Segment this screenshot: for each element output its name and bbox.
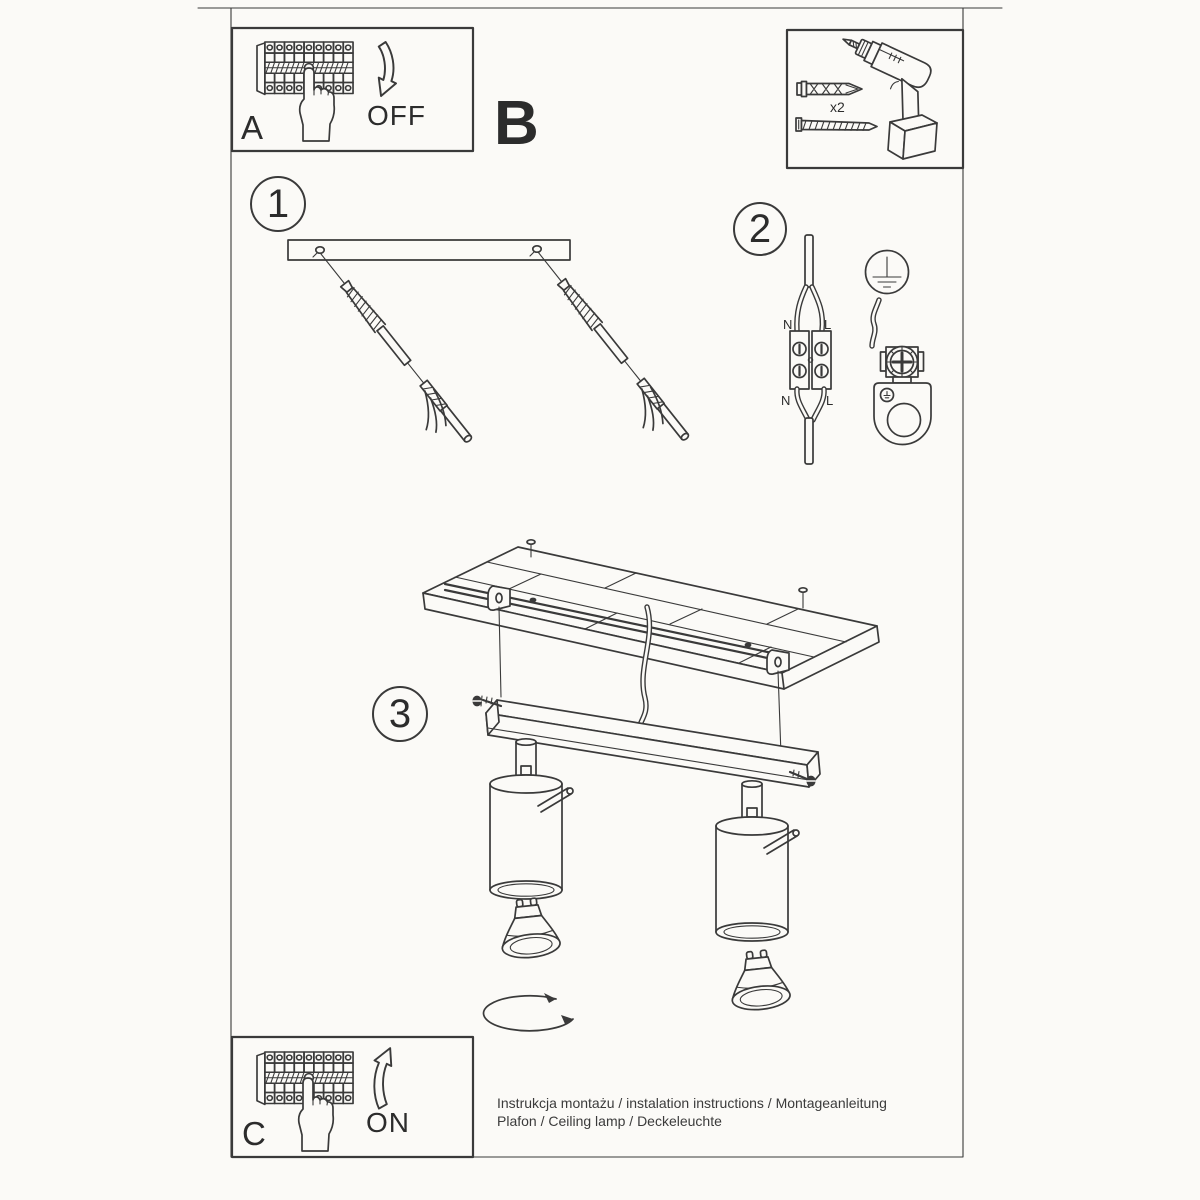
wire-label-l-bottom: L <box>826 393 834 408</box>
footer-caption-line2: Plafon / Ceiling lamp / Deckeleuchte <box>497 1112 722 1129</box>
earth-ground-symbol-icon <box>866 251 909 294</box>
step-3-badge <box>372 686 428 742</box>
power-cable-icon <box>797 389 824 464</box>
panel-a-illustration <box>232 28 473 151</box>
tools-box-illustration <box>787 27 963 168</box>
on-label: ON <box>366 1107 410 1138</box>
spotlight-cylinder-icon <box>490 739 573 899</box>
step-3-diagram <box>423 540 879 1031</box>
ground-wire-icon <box>872 300 879 346</box>
mounting-bar-icon <box>288 240 570 260</box>
step-2-diagram <box>790 235 931 464</box>
step-2-number: 2 <box>748 206 772 251</box>
gu10-bulb-icon <box>497 896 561 960</box>
step-1-badge <box>250 176 306 232</box>
panel-a-label: A <box>241 109 264 146</box>
panel-c-illustration <box>232 1037 473 1157</box>
step-1-number: 1 <box>266 181 290 226</box>
footer-caption-line1: Instrukcja montażu / instalation instructions / Montageanleitung <box>497 1095 887 1111</box>
pointing-hand-icon <box>300 68 335 141</box>
wire-label-n-bottom: N <box>781 393 791 408</box>
off-label: OFF <box>367 100 426 131</box>
step-2-badge <box>733 202 787 256</box>
screw-and-wall-plug-icon <box>517 248 692 456</box>
ground-terminal-icon <box>874 347 931 445</box>
wall-plug-icon <box>797 82 862 97</box>
footer-caption <box>497 1095 887 1130</box>
section-b-label: B <box>494 89 539 158</box>
step-3-number: 3 <box>388 691 412 736</box>
quantity-label: x2 <box>830 99 845 115</box>
pointing-hand-icon <box>299 1078 334 1151</box>
spotlight-cylinder-icon <box>716 781 799 941</box>
power-cable-icon <box>797 235 823 330</box>
rotation-arrow-icon <box>484 993 573 1031</box>
wire-label-n-top: N <box>783 317 793 332</box>
panel-c-label: C <box>242 1115 266 1152</box>
terminal-block-icon <box>790 331 831 389</box>
gu10-bulb-icon <box>727 948 791 1012</box>
screw-icon <box>796 118 877 131</box>
curved-arrow-up-icon <box>374 1048 391 1108</box>
wire-label-l-top: L <box>824 317 832 332</box>
curved-arrow-down-icon <box>379 42 396 96</box>
step-1-diagram <box>288 240 692 458</box>
screw-and-wall-plug-icon <box>300 250 475 458</box>
